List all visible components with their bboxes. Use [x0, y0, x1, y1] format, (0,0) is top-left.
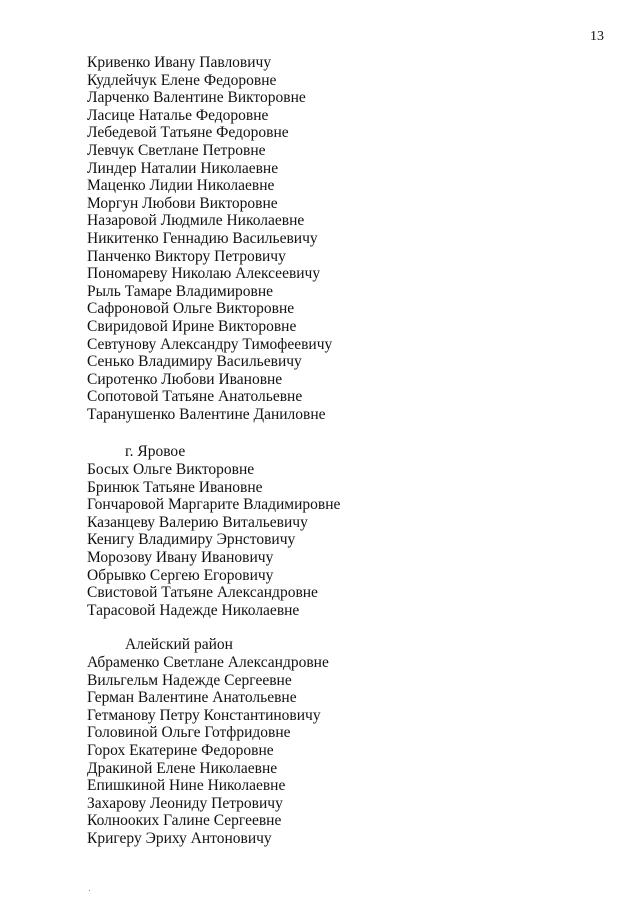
- list-item: Назаровой Людмиле Николаевне: [87, 212, 305, 230]
- list-item: Кудлейчук Елене Федоровне: [87, 71, 277, 89]
- list-item: Обрывко Сергею Егоровичу: [87, 566, 274, 584]
- list-item: Захарову Леониду Петровичу: [87, 794, 283, 812]
- name-list-main: [87, 54, 332, 423]
- page-speck: [89, 890, 90, 891]
- list-item: Колнооких Галине Сергеевне: [87, 812, 282, 830]
- list-item: Левчук Светлане Петровне: [87, 141, 266, 159]
- name-list-aleysky-district: [87, 654, 329, 848]
- list-item: Севтунову Александру Тимофеевичу: [87, 335, 333, 353]
- list-item: Вильгельм Надежде Сергеевне: [87, 671, 292, 689]
- list-item: Кригеру Эриху Антоновичу: [87, 829, 272, 847]
- list-item: Герман Валентине Анатольевне: [87, 689, 297, 707]
- list-item: Дракиной Елене Николаевне: [87, 759, 278, 777]
- list-item: Сафроновой Ольге Викторовне: [87, 300, 295, 318]
- list-item: Кенигу Владимиру Эрнстовичу: [87, 531, 296, 549]
- list-item: Босых Ольге Викторовне: [87, 461, 255, 478]
- list-item: Никитенко Геннадию Васильевичу: [87, 229, 318, 247]
- list-item: Линдер Наталии Николаевне: [87, 159, 279, 177]
- list-item: Ласице Наталье Федоровне: [87, 106, 269, 124]
- list-item: Бринюк Татьяне Ивановне: [87, 478, 263, 496]
- list-item: Пономареву Николаю Алексеевичу: [87, 265, 321, 283]
- list-item: Панченко Виктору Петровичу: [87, 247, 286, 265]
- list-item: Лебедевой Татьяне Федоровне: [87, 124, 289, 142]
- list-item: Горох Екатерине Федоровне: [87, 741, 274, 759]
- list-item: Головиной Ольге Готфридовне: [87, 724, 291, 742]
- name-list-yarovoe: [87, 461, 340, 619]
- list-item: Абраменко Светлане Александровне: [87, 654, 329, 671]
- list-item: Сопотовой Татьяне Анатольевне: [87, 388, 303, 406]
- list-item: Сиротенко Любови Ивановне: [87, 370, 283, 388]
- list-item: Тарасовой Надежде Николаевне: [87, 601, 300, 619]
- list-item: Епишкиной Нине Николаевне: [87, 777, 286, 795]
- list-item: Свиридовой Ирине Викторовне: [87, 317, 297, 335]
- list-item: Кривенко Ивану Павловичу: [87, 54, 272, 71]
- list-item: Маценко Лидии Николаевне: [87, 177, 275, 195]
- list-item: Морозову Ивану Ивановичу: [87, 548, 274, 566]
- section-heading-yarovoe: г. Яровое: [125, 443, 186, 460]
- list-item: Гетманову Петру Константиновичу: [87, 706, 321, 724]
- list-item: Казанцеву Валерию Витальевичу: [87, 513, 308, 531]
- page-number: 13: [590, 29, 604, 44]
- list-item: Рыль Тамаре Владимировне: [87, 282, 273, 300]
- section-heading-aleysky-district: Алейский район: [125, 636, 233, 653]
- list-item: Свистовой Татьяне Александровне: [87, 584, 318, 602]
- list-item: Ларченко Валентине Викторовне: [87, 89, 306, 107]
- list-item: Моргун Любови Викторовне: [87, 194, 278, 212]
- list-item: Сенько Владимиру Васильевичу: [87, 353, 302, 371]
- list-item: Гончаровой Маргарите Владимировне: [87, 496, 341, 514]
- list-item: Таранушенко Валентине Даниловне: [87, 405, 326, 423]
